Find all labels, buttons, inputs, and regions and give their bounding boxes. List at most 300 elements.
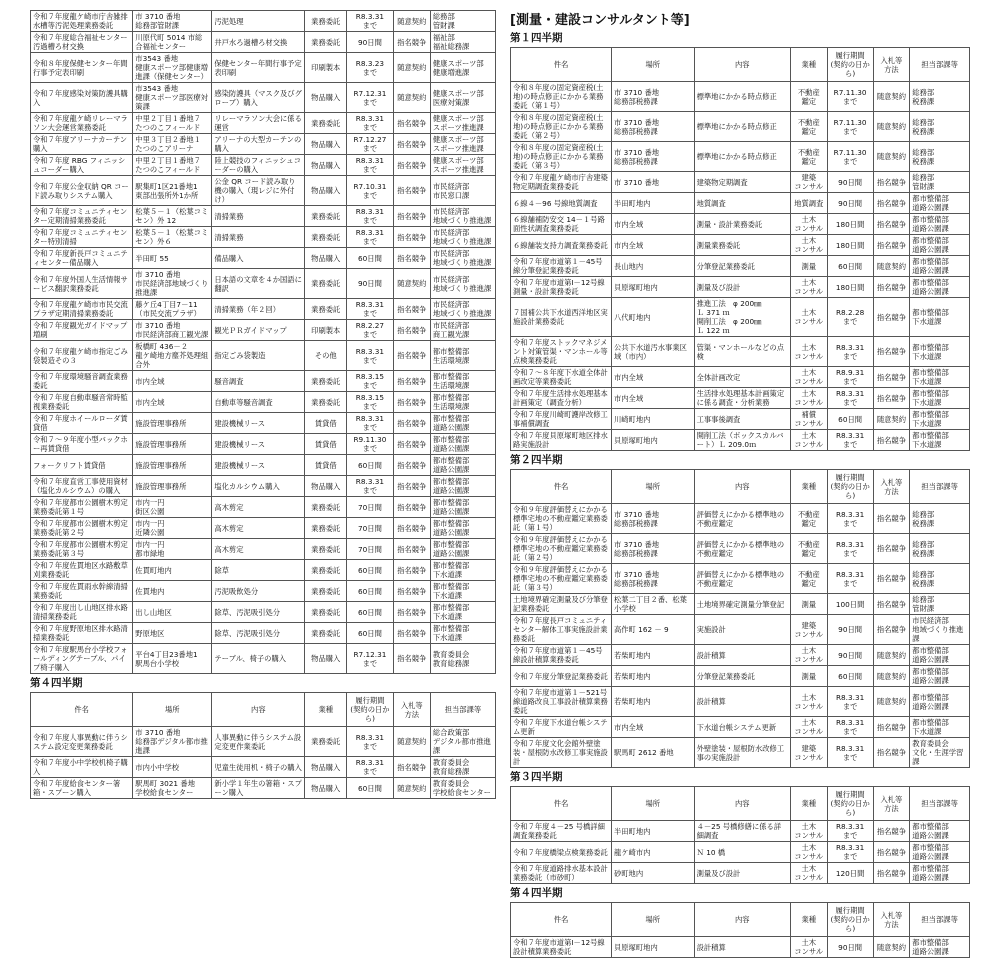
cell-dept: 健康スポーツ部 スポーツ推進課 xyxy=(430,155,495,176)
cell-period: 90日間 xyxy=(827,172,873,193)
cell-content: 児童生徒用机・椅子の購入 xyxy=(212,757,305,778)
cell-period: R8.3.31 まで xyxy=(827,821,873,842)
cell-content: 人事異動に伴うシステム設定変更作業委託 xyxy=(212,727,305,757)
cell-method: 随意契約 xyxy=(873,687,910,717)
cell-period: R8.3.31 まで xyxy=(827,534,873,564)
table-row xyxy=(31,778,496,799)
table-row xyxy=(511,214,970,235)
table-row xyxy=(31,497,496,518)
cell-name: 令和７年度感染対策防護具購入 xyxy=(31,83,133,113)
cell-method: 指名競争 xyxy=(873,367,910,388)
cell-dept: 都市整備部 下水道課 xyxy=(910,337,970,367)
cell-period: R7.12.31 まで xyxy=(347,644,394,674)
cell-method: 指名競争 xyxy=(873,214,910,235)
cell-period: R8.3.31 まで xyxy=(827,504,873,534)
table-row xyxy=(31,727,496,757)
cell-place: 市 3710 番地 総務部税務課 xyxy=(611,112,694,142)
cell-content: 建築物定期調査 xyxy=(694,172,790,193)
cell-place: 市 3710 番地 総務部税務課 xyxy=(611,82,694,112)
cell-method: 指名競争 xyxy=(393,497,430,518)
table-row xyxy=(511,863,970,884)
cell-period: R8.3.31 まで xyxy=(827,430,873,451)
cell-name: 令和７年度文化会館外壁塗装・屋根防水改修工事実施設計 xyxy=(511,738,612,768)
cell-name: 令和７年度出し山地区排水路清掃業務委託 xyxy=(31,602,133,623)
cell-place: 市内一円 街区公園 xyxy=(133,497,212,518)
cell-period: R8.3.31 まで xyxy=(827,337,873,367)
cell-content: 除草、汚泥吸引処分 xyxy=(212,602,305,623)
cell-period: R8.3.31 まで xyxy=(347,476,394,497)
table-row xyxy=(31,539,496,560)
cell-content: 備品購入 xyxy=(212,248,305,269)
cell-type: 業務委託 xyxy=(305,32,347,53)
cell-place: 市 3710 番地 総務部管財課 xyxy=(133,11,212,32)
cell-content: ４－25 号橋修繕に係る詳細調査 xyxy=(694,821,790,842)
cell-name: フォークリフト賃貸借 xyxy=(31,455,133,476)
cell-type: 建築 コンサル xyxy=(790,738,827,768)
table-row xyxy=(31,392,496,413)
cell-period: 180日間 xyxy=(827,277,873,298)
cell-name: 令和７～８年度下水道全体計画改定等業務委託 xyxy=(511,367,612,388)
cell-content: 汚泥処理 xyxy=(212,11,305,32)
cell-dept: 総務部 税務課 xyxy=(910,82,970,112)
cell-place: 公共下水道汚水事業区域（市内） xyxy=(611,337,694,367)
cell-name: ６線舗補防安交 14－１号路面性状調査業務委託 xyxy=(511,214,612,235)
cell-name: 土地境界確定測量及び分筆登記業務委託 xyxy=(511,594,612,615)
table-row xyxy=(31,581,496,602)
cell-place: 出し山地区 xyxy=(133,602,212,623)
cell-type: 物品購入 xyxy=(305,778,347,799)
cell-period: 60日間 xyxy=(347,560,394,581)
cell-dept: 総務部 税務課 xyxy=(910,534,970,564)
table-row xyxy=(511,504,970,534)
cell-place: 施設管理事務所 xyxy=(133,434,212,455)
cell-type: 不動産 鑑定 xyxy=(790,82,827,112)
table-row xyxy=(511,687,970,717)
cell-dept: 都市整備部 下水道課 xyxy=(910,367,970,388)
cell-name: 令和７年度龍ケ崎市庁舎建築物定期調査業務委託 xyxy=(511,172,612,193)
cell-dept: 都市整備部 生活環境課 xyxy=(430,392,495,413)
table-row xyxy=(31,476,496,497)
cell-content: 日本語の文章を４か国語に翻訳 xyxy=(212,269,305,299)
cell-place: 市内一円 近隣公園 xyxy=(133,518,212,539)
cell-place: 市 3710 番地 総務部税務課 xyxy=(611,534,694,564)
cell-dept: 健康スポーツ部 スポーツ推進課 xyxy=(430,134,495,155)
cell-place: 市 3710 番地 市民経済部商工観光課 xyxy=(133,320,212,341)
cell-name: 令和７年度長戸コミュニティセンター解体工事実施設計業務委託 xyxy=(511,615,612,645)
cell-content: 設計積算 xyxy=(694,645,790,666)
cell-method: 指名競争 xyxy=(393,32,430,53)
cell-name: 令和７年度佐貫地区水路敷草刈業務委託 xyxy=(31,560,133,581)
cell-place: 平台4丁目23番地1 駅馬台小学校 xyxy=(133,644,212,674)
cell-name: 令和９年度評価替えにかかる標準宅地の不動産鑑定業務委託（第１号） xyxy=(511,504,612,534)
cell-name: 令和７年度道路排水基本設計業務委託（市砂町） xyxy=(511,863,612,884)
cell-period: R8.3.31 まで xyxy=(347,727,394,757)
table-row xyxy=(511,172,970,193)
cell-type: 業務委託 xyxy=(305,602,347,623)
table-row xyxy=(31,455,496,476)
cell-name: 令和７年度市道第１－45号線設計積算業務委託 xyxy=(511,645,612,666)
quarter-title: 第２四半期 xyxy=(510,454,563,466)
cell-content: 下水道台帳システム更新 xyxy=(694,717,790,738)
column-header-dept: 担当部課等 xyxy=(910,787,970,821)
cell-content: リレーマラソン大会に係る運営 xyxy=(212,113,305,134)
cell-type: 業務委託 xyxy=(305,11,347,32)
cell-content: 建設機械リース xyxy=(212,413,305,434)
cell-place: 駅馬町 3021 番地 学校給食センター xyxy=(133,778,212,799)
table-row xyxy=(31,757,496,778)
cell-method: 随意契約 xyxy=(873,112,910,142)
cell-period: 70日間 xyxy=(347,539,394,560)
cell-name: 令和７年度下水道台帳システム更新 xyxy=(511,717,612,738)
cell-dept: 都市整備部 生活環境課 xyxy=(430,371,495,392)
cell-dept: 市民経済部 商工観光課 xyxy=(430,320,495,341)
cell-period: 60日間 xyxy=(347,602,394,623)
cell-method: 随意契約 xyxy=(393,269,430,299)
cell-type: 物品購入 xyxy=(305,134,347,155)
table-row xyxy=(511,193,970,214)
cell-method: 指名競争 xyxy=(873,863,910,884)
cell-dept: 総務部 税務課 xyxy=(910,112,970,142)
table-row xyxy=(31,434,496,455)
cell-place: 施設管理事務所 xyxy=(133,413,212,434)
column-header-period: 履行期間 (契約の日から) xyxy=(827,470,873,504)
cell-period: R8.3.31 まで xyxy=(347,757,394,778)
cell-content: 標準地にかかる時点修正 xyxy=(694,142,790,172)
cell-period: R8.3.31 まで xyxy=(347,299,394,320)
cell-name: 令和７年度都市公園樹木剪定業務委託第１号 xyxy=(31,497,133,518)
cell-type: 土木 コンサル xyxy=(790,430,827,451)
cell-dept: 都市整備部 道路公園課 xyxy=(910,277,970,298)
column-header-place: 場所 xyxy=(611,903,694,937)
cell-name: 令和７年度橋梁点検業務委託 xyxy=(511,842,612,863)
column-header-place: 場所 xyxy=(611,787,694,821)
cell-period: R7.10.31 まで xyxy=(347,176,394,206)
cell-dept: 総務部 税務課 xyxy=(910,504,970,534)
cell-name: 令和７年度市道第Ⅰ－12号線設計積算業務委託 xyxy=(511,937,612,958)
cell-method: 指名競争 xyxy=(873,172,910,193)
cell-place: 市 3710 番地 総務部税務課 xyxy=(611,142,694,172)
cell-content: 全体計画改定 xyxy=(694,367,790,388)
cell-type: 土木 コンサル xyxy=(790,821,827,842)
cell-name: 令和７年度龍ケ崎リレーマラソン大会運営業務委託 xyxy=(31,113,133,134)
cell-period: R9.11.30 まで xyxy=(347,434,394,455)
cell-name: 令和７年度佐貫雨水幹線清掃業務委託 xyxy=(31,581,133,602)
cell-place: 板橋町 436－２ 龍ケ崎地方塵芥処理組合外 xyxy=(133,341,212,371)
cell-name: 令和７年度新長戸コミュニティセンター備品購入 xyxy=(31,248,133,269)
cell-type: 土木 コンサル xyxy=(790,717,827,738)
table-row xyxy=(31,413,496,434)
cell-place: 市 3710 番地 市民経済部地域づくり推進課 xyxy=(133,269,212,299)
column-header-place: 場所 xyxy=(611,48,694,82)
cell-content: 設計積算 xyxy=(694,937,790,958)
cell-method: 指名競争 xyxy=(873,594,910,615)
cell-type: 物品購入 xyxy=(305,155,347,176)
cell-name: 令和７年度観光ガイドマップ増刷 xyxy=(31,320,133,341)
table-row xyxy=(31,248,496,269)
cell-place: 半田町地内 xyxy=(611,193,694,214)
table-row xyxy=(511,388,970,409)
table-row xyxy=(511,430,970,451)
cell-content: 井戸水ろ過槽ろ材交換 xyxy=(212,32,305,53)
cell-type: 不動産 鑑定 xyxy=(790,564,827,594)
table-row xyxy=(511,594,970,615)
table-row xyxy=(31,113,496,134)
table-row xyxy=(31,134,496,155)
cell-content: 清掃業務 xyxy=(212,206,305,227)
cell-content: 騒音調査 xyxy=(212,371,305,392)
table-row xyxy=(31,11,496,32)
cell-type: 物品購入 xyxy=(305,83,347,113)
cell-place: 市3543 番地 健康スポーツ部健康増進課（保健センター） xyxy=(133,53,212,83)
cell-method: 指名競争 xyxy=(393,644,430,674)
cell-type: 不動産 鑑定 xyxy=(790,534,827,564)
cell-type: 測量 xyxy=(790,666,827,687)
cell-place: 市3543 番地 健康スポーツ部医療対策課 xyxy=(133,83,212,113)
cell-place: 川崎町地内 xyxy=(611,409,694,430)
cell-method: 指名競争 xyxy=(393,539,430,560)
table-row xyxy=(511,235,970,256)
cell-dept: 都市整備部 下水道課 xyxy=(910,388,970,409)
cell-method: 指名競争 xyxy=(393,757,430,778)
column-header-name: 件名 xyxy=(511,787,612,821)
cell-type: 不動産 鑑定 xyxy=(790,112,827,142)
table-row xyxy=(511,277,970,298)
cell-type: 土木 コンサル xyxy=(790,842,827,863)
cell-method: 指名競争 xyxy=(393,341,430,371)
cell-method: 指名競争 xyxy=(393,176,430,206)
column-header-content: 内容 xyxy=(212,693,305,727)
cell-period: 60日間 xyxy=(347,248,394,269)
header-row xyxy=(31,693,496,727)
cell-place: 市内全域 xyxy=(611,367,694,388)
cell-dept: 教育委員会 文化・生涯学習課 xyxy=(910,738,970,768)
cell-type: 業務委託 xyxy=(305,623,347,644)
cell-period: 90日間 xyxy=(347,269,394,299)
cell-period: R8.3.31 まで xyxy=(347,206,394,227)
cell-place: 駅集町1区21番地1 東部出張所外1か所 xyxy=(133,176,212,206)
cell-period: R7.11.30 まで xyxy=(827,142,873,172)
cell-period: 100日間 xyxy=(827,594,873,615)
cell-type: 物品購入 xyxy=(305,757,347,778)
cell-type: 業務委託 xyxy=(305,539,347,560)
table-row xyxy=(511,112,970,142)
cell-period: R8.3.31 まで xyxy=(827,564,873,594)
cell-type: 不動産 鑑定 xyxy=(790,142,827,172)
cell-dept: 教育委員会 教育総務課 xyxy=(430,757,495,778)
cell-period: R8.3.31 まで xyxy=(827,687,873,717)
table-row xyxy=(511,409,970,430)
cell-content: 評価替えにかかる標準地の不動産鑑定 xyxy=(694,534,790,564)
cell-place: 施設管理事務所 xyxy=(133,455,212,476)
cell-place: 龍ケ崎市内 xyxy=(611,842,694,863)
cell-period: 60日間 xyxy=(347,455,394,476)
cell-period: R8.3.31 まで xyxy=(347,155,394,176)
column-header-content: 内容 xyxy=(694,903,790,937)
cell-dept: 都市整備部 道路公園課 xyxy=(910,821,970,842)
cell-place: 施設管理事務所 xyxy=(133,476,212,497)
cell-content: 高木剪定 xyxy=(212,497,305,518)
column-header-dept: 担当部課等 xyxy=(910,48,970,82)
cell-content: 清掃業務 xyxy=(212,227,305,248)
left-procurement-table xyxy=(30,10,496,674)
cell-name: 令和７年度アリーナカーテン購入 xyxy=(31,134,133,155)
cell-method: 指名競争 xyxy=(393,581,430,602)
cell-type: 業務委託 xyxy=(305,371,347,392)
cell-period: R8.3.31 まで xyxy=(347,413,394,434)
cell-period: 60日間 xyxy=(347,581,394,602)
cell-period: 70日間 xyxy=(347,497,394,518)
cell-dept: 健康スポーツ部 スポーツ推進課 xyxy=(430,113,495,134)
cell-method: 指名競争 xyxy=(873,564,910,594)
column-header-dept: 担当部課等 xyxy=(910,470,970,504)
cell-name: 令和８年度の固定資産税(土地)の時点修正にかかる業務委託（第１号） xyxy=(511,82,612,112)
cell-content: 公金 QR コード読み取り機の購入（現レジに外付け） xyxy=(212,176,305,206)
cell-period: R8.2.28 まで xyxy=(827,298,873,337)
cell-place: 砂町地内 xyxy=(611,863,694,884)
column-header-name: 件名 xyxy=(511,48,612,82)
cell-content: 除草 xyxy=(212,560,305,581)
cell-content: 設計積算 xyxy=(694,687,790,717)
column-header-name: 件名 xyxy=(511,470,612,504)
cell-dept: 都市整備部 道路公園課 xyxy=(910,193,970,214)
cell-dept: 都市整備部 生活環境課 xyxy=(430,341,495,371)
cell-dept: 都市整備部 道路公園課 xyxy=(430,413,495,434)
cell-dept: 都市整備部 下水道課 xyxy=(910,298,970,337)
cell-place: 市内小中学校 xyxy=(133,757,212,778)
cell-name: 令和７年度野原地区排水路清掃業務委託 xyxy=(31,623,133,644)
cell-type: 業務委託 xyxy=(305,269,347,299)
cell-method: 指名競争 xyxy=(873,235,910,256)
cell-dept: 都市整備部 道路公園課 xyxy=(430,476,495,497)
cell-period: R8.9.31 まで xyxy=(827,367,873,388)
cell-type: 業務委託 xyxy=(305,560,347,581)
cell-name: 令和７年度コミュニティセンター特別清掃 xyxy=(31,227,133,248)
cell-name: 令和７年度貝原塚町地区排水路実施設計 xyxy=(511,430,612,451)
cell-method: 指名競争 xyxy=(873,534,910,564)
column-header-method: 入札等 方法 xyxy=(873,48,910,82)
column-header-place: 場所 xyxy=(133,693,212,727)
cell-content: 標準地にかかる時点修正 xyxy=(694,82,790,112)
cell-type: 測量 xyxy=(790,594,827,615)
cell-name: 令和７年度生活排水処理基本計画策定（調査分析） xyxy=(511,388,612,409)
cell-content: テーブル、椅子の購入 xyxy=(212,644,305,674)
cell-method: 随意契約 xyxy=(873,645,910,666)
cell-content: 測量及び設計 xyxy=(694,863,790,884)
cell-method: 指名競争 xyxy=(393,371,430,392)
column-header-period: 履行期間 (契約の日から) xyxy=(347,693,394,727)
cell-dept: 総務部 税務課 xyxy=(910,564,970,594)
cell-method: 指名競争 xyxy=(393,113,430,134)
column-header-place: 場所 xyxy=(611,470,694,504)
cell-content: 陸上競技のフィニッシュコーダーの購入 xyxy=(212,155,305,176)
cell-content: 測量業務委託 xyxy=(694,235,790,256)
cell-method: 随意契約 xyxy=(873,937,910,958)
table-row xyxy=(511,337,970,367)
table-row xyxy=(31,53,496,83)
table-row xyxy=(31,320,496,341)
cell-name: 令和７年度川崎町護岸改修工事補償調査 xyxy=(511,409,612,430)
table-row xyxy=(31,155,496,176)
table-row xyxy=(511,666,970,687)
cell-content: 土地境界確定測量分筆登記 xyxy=(694,594,790,615)
cell-content: 推進工法 φ 200㎜ Ｌ 371 ｍ 開削工法 φ 200㎜ Ｌ 122 ｍ xyxy=(694,298,790,337)
cell-dept: 都市整備部 下水道課 xyxy=(430,623,495,644)
cell-content: 分筆登記業務委託 xyxy=(694,256,790,277)
cell-type: 土木 コンサル xyxy=(790,937,827,958)
column-header-type: 業種 xyxy=(790,787,827,821)
cell-method: 指名競争 xyxy=(393,206,430,227)
cell-dept: 都市整備部 道路公園課 xyxy=(910,863,970,884)
cell-method: 指名競争 xyxy=(393,320,430,341)
table-row xyxy=(31,299,496,320)
table-row xyxy=(511,534,970,564)
cell-dept: 都市整備部 下水道課 xyxy=(430,560,495,581)
cell-type: 賃貸借 xyxy=(305,413,347,434)
cell-period: R8.3.15 まで xyxy=(347,371,394,392)
cell-period: 60日間 xyxy=(827,256,873,277)
cell-place: 市 3710 番地 総務部税務課 xyxy=(611,504,694,534)
cell-content: 標準地にかかる時点修正 xyxy=(694,112,790,142)
cell-name: 令和７年度龍ケ崎市庁舎雑排水槽等汚泥処理業務委託 xyxy=(31,11,133,32)
cell-place: 松葉５－１（松葉コミセン）外６ xyxy=(133,227,212,248)
cell-dept: 都市整備部 道路公園課 xyxy=(910,687,970,717)
table-row xyxy=(31,341,496,371)
cell-dept: 都市整備部 下水道課 xyxy=(910,409,970,430)
cell-method: 随意契約 xyxy=(393,727,430,757)
column-header-name: 件名 xyxy=(511,903,612,937)
cell-name: 令和７年度コミュニティセンター定期清掃業務委託 xyxy=(31,206,133,227)
cell-type: 業務委託 xyxy=(305,518,347,539)
cell-period: 90日間 xyxy=(827,615,873,645)
cell-dept: 都市整備部 下水道課 xyxy=(910,430,970,451)
table-row xyxy=(511,738,970,768)
column-header-type: 業種 xyxy=(305,693,347,727)
cell-method: 随意契約 xyxy=(873,666,910,687)
cell-type: 補償 コンサル xyxy=(790,409,827,430)
cell-name: 令和７～９年度小型バックホー再賃貸借 xyxy=(31,434,133,455)
cell-name: 令和７年度分筆登記業務委託 xyxy=(511,666,612,687)
cell-place: 中里３丁目２番地１ たつのこアリーナ xyxy=(133,134,212,155)
cell-method: 指名競争 xyxy=(873,298,910,337)
column-header-period: 履行期間 (契約の日から) xyxy=(827,903,873,937)
cell-type: 業務委託 xyxy=(305,206,347,227)
cell-dept: 都市整備部 下水道課 xyxy=(430,602,495,623)
cell-content: 開削工法（ボックスカルバート）Ｌ 209.0ｍ xyxy=(694,430,790,451)
cell-method: 指名競争 xyxy=(873,337,910,367)
cell-dept: 総合政策部 デジタル都市推進課 xyxy=(430,727,495,757)
cell-type: 不動産 鑑定 xyxy=(790,504,827,534)
cell-name: 令和７年度４－25 号橋詳細調査業務委託 xyxy=(511,821,612,842)
quarter-title: 第１四半期 xyxy=(510,32,563,44)
cell-name: ６線４－96 号線地質調査 xyxy=(511,193,612,214)
cell-place: 松葉二丁目２番、松葉小学校 xyxy=(611,594,694,615)
cell-method: 指名競争 xyxy=(873,277,910,298)
cell-method: 指名競争 xyxy=(873,821,910,842)
cell-method: 指名競争 xyxy=(393,518,430,539)
cell-type: 業務委託 xyxy=(305,299,347,320)
cell-type: 業務委託 xyxy=(305,581,347,602)
table-row xyxy=(31,518,496,539)
cell-dept: 都市整備部 下水道課 xyxy=(430,581,495,602)
cell-method: 随意契約 xyxy=(393,53,430,83)
cell-place: 八代町地内 xyxy=(611,298,694,337)
cell-method: 指名競争 xyxy=(873,615,910,645)
cell-dept: 総務部 税務課 xyxy=(910,142,970,172)
cell-dept: 都市整備部 道路公園課 xyxy=(910,214,970,235)
cell-period: R8.3.31 まで xyxy=(827,388,873,409)
cell-place: 若柴町地内 xyxy=(611,645,694,666)
cell-period: 90日間 xyxy=(827,937,873,958)
